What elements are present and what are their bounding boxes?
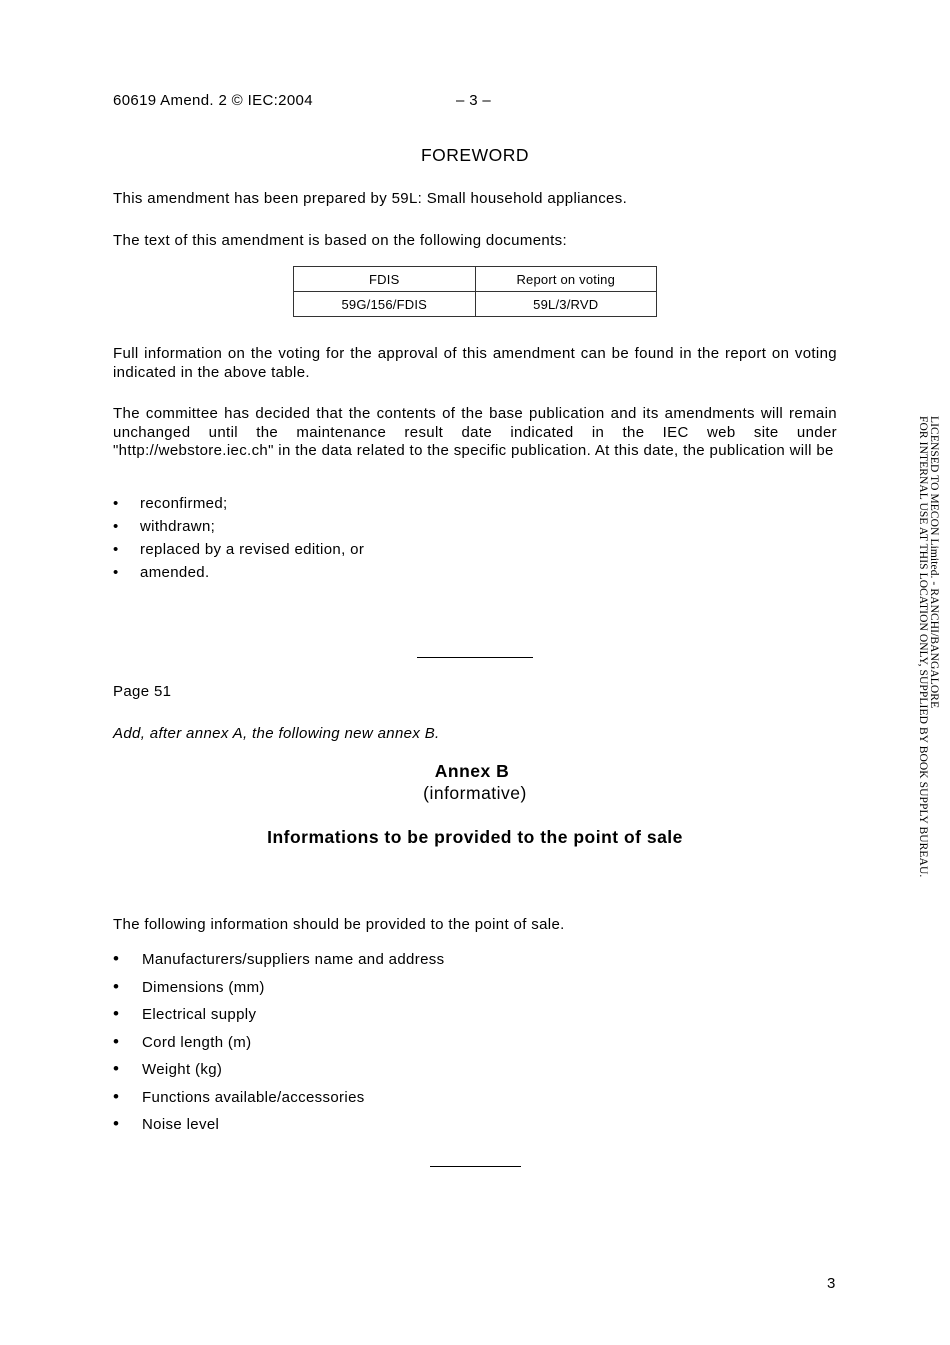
header-standard: 60619 Amend. 2 © IEC:2004 bbox=[113, 92, 313, 109]
bullet-icon: • bbox=[113, 949, 120, 968]
page-number: 3 bbox=[827, 1275, 836, 1292]
annex-heading: Informations to be provided to the point of sale bbox=[267, 827, 683, 847]
bullet-icon: • bbox=[113, 1086, 120, 1106]
amendment-instruction: Add, after annex A, the following new annex B. bbox=[113, 725, 440, 742]
bullet-icon: • bbox=[113, 976, 120, 996]
foreword-prepared-by: This amendment has been prepared by 59L: Small household appliances. bbox=[113, 190, 628, 207]
bullet-icon: • bbox=[113, 1114, 120, 1133]
foreword-based-on: The text of this amendment is based on the following documents: bbox=[113, 232, 567, 249]
annex-subtitle: (informative) bbox=[423, 783, 527, 803]
annex-title: Annex B bbox=[434, 761, 510, 781]
annex-intro: The following information should be provided to the point of sale. bbox=[113, 916, 565, 933]
foreword-committee-text: The committee has decided that the contents of the base publication and its amendments will remain unchanged until the maintenance result date indicated in the IEC web site under "http://webstore.iec.ch" in the data related to the specific publication. At this date, the publication will be bbox=[113, 405, 837, 459]
table-cell-report: 59L/3/RVD bbox=[475, 292, 657, 317]
end-separator-line bbox=[430, 1166, 521, 1167]
header-page-marker: – 3 – bbox=[456, 92, 492, 109]
license-watermark bbox=[917, 416, 939, 936]
table-header-row bbox=[294, 267, 657, 292]
bullet-icon: • bbox=[113, 541, 119, 558]
bullet-icon: • bbox=[113, 1004, 120, 1023]
separator-line bbox=[417, 657, 533, 658]
bullet-icon: • bbox=[113, 1059, 120, 1078]
bullet-icon: • bbox=[113, 518, 119, 535]
watermark-line-1: LICENSED TO MECON Limited. - RANCHI/BANGALORE bbox=[928, 416, 940, 709]
page-reference: Page 51 bbox=[113, 683, 172, 700]
bullet-icon: • bbox=[113, 564, 119, 581]
table-cell-fdis: 59G/156/FDIS bbox=[294, 292, 476, 317]
bullet-icon: • bbox=[113, 1031, 120, 1051]
bullet-icon: • bbox=[113, 495, 119, 512]
documents-table bbox=[293, 266, 657, 317]
table-row bbox=[294, 292, 657, 317]
foreword-voting-info: Full information on the voting for the approval of this amendment can be found in the report on voting indicated in the above table. bbox=[113, 345, 837, 381]
foreword-title: FOREWORD bbox=[420, 145, 530, 165]
table-header-report: Report on voting bbox=[475, 267, 657, 292]
watermark-line-2: FOR INTERNAL USE AT THIS LOCATION ONLY, SUPPLIED BY BOOK SUPPLY BUREAU. bbox=[917, 416, 929, 878]
table-header-fdis: FDIS bbox=[294, 267, 476, 292]
